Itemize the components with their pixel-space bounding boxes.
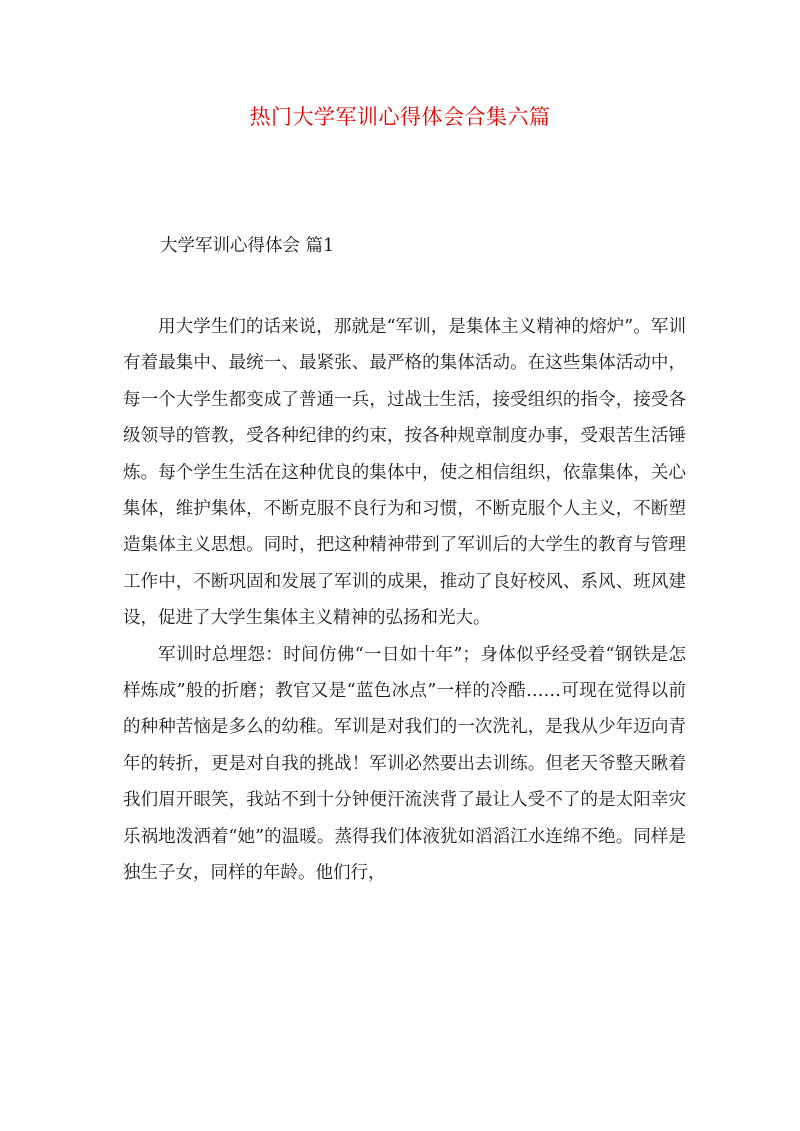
paragraph-1: 用大学生们的话来说，那就是“军训，是集体主义精神的熔炉”。军训有着最集中、最统一、最紧张、最严格的集体活动。在这些集体活动中，每一个大学生都变成了普通一兵，过战士生活，接受组织的指令，接受各级领导的管教，受各种纪律的约束，按各种规章制度办事，受艰苦生活锤炼。每个学生生活在这种优良的集体中，使之相信组织，依靠集体，关心集体，维护集体，不断克服不良行为和习惯，不断克服个人主义，不断塑造集体主义思想。同时，把这种精神带到了军训后的大学生的教育与管理工作中，不断巩固和发展了军训的成果，推动了良好校风、系风、班风建设，促进了大学生集体主义精神的弘扬和光大。 xyxy=(123,317,686,629)
section-heading: 大学军训心得体会 篇1 xyxy=(160,236,335,256)
body-text xyxy=(123,309,686,892)
document-title: 热门大学军训心得体会合集六篇 xyxy=(249,105,551,129)
paragraph-2: 军训时总埋怨：时间仿佛“一日如十年”；身体似乎经受着“钢铁是怎样炼成”般的折磨；教官又是“蓝色冰点”一样的冷酷……可现在觉得以前的种种苦恼是多么的幼稚。军训是对我们的一次洗礼，是我从少年迈向青年的转折，更是对自我的挑战！军训必然要出去训练。但老天爷整天瞅着我们眉开眼笑，我站不到十分钟便汗流浃背了最让人受不了的是太阳幸灾乐祸地泼洒着“她”的温暖。蒸得我们体液犹如滔滔江水连绵不绝。同样是独生子女，同样的年龄。他们行， xyxy=(123,644,686,884)
